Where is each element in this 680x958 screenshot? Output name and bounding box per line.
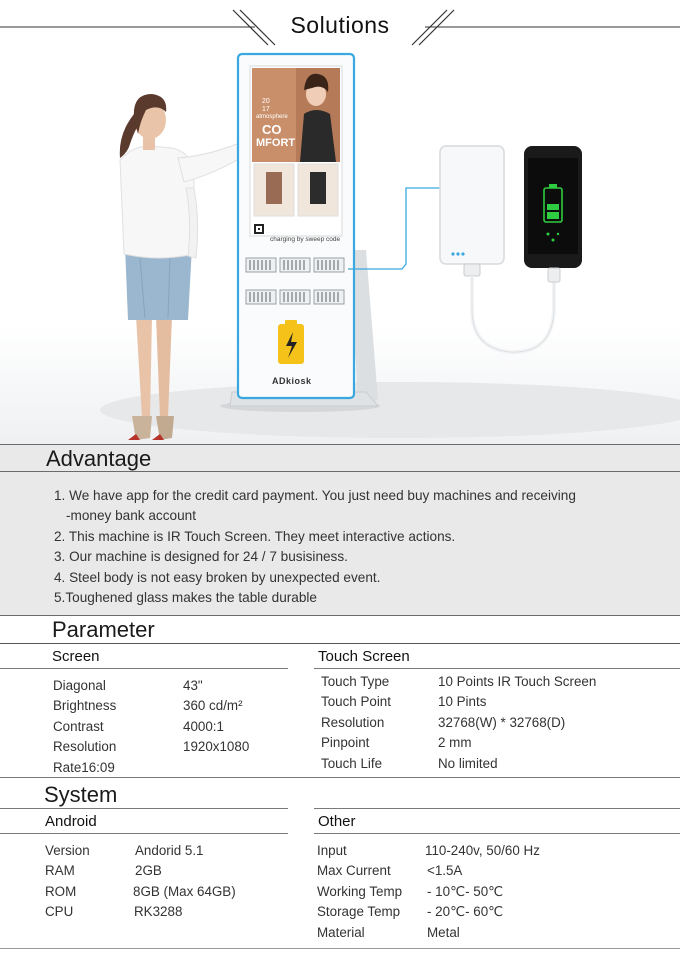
advantage-item-1: 1. We have app for the credit card payment. You just need buy machines and receiving bbox=[54, 488, 576, 503]
other-subtitle: Other bbox=[318, 813, 356, 830]
spec-key: ROM bbox=[45, 883, 77, 899]
android-spec-table bbox=[45, 843, 305, 925]
spec-key: Input bbox=[317, 843, 347, 858]
table-row bbox=[321, 735, 671, 755]
spec-value: - 20℃- 60℃ bbox=[427, 904, 504, 920]
screen-subtitle: Screen bbox=[52, 648, 100, 665]
spec-key: RAM bbox=[45, 863, 75, 879]
spec-key: Touch Point bbox=[321, 694, 391, 710]
table-row bbox=[45, 863, 305, 883]
spec-key: Diagonal bbox=[53, 678, 106, 693]
table-row bbox=[321, 715, 671, 735]
android-subtitle-rule bbox=[0, 833, 288, 834]
system-title-rule bbox=[0, 808, 288, 809]
spec-key: Material bbox=[317, 924, 365, 940]
spec-value: 110-240v, 50/60 Hz bbox=[425, 843, 540, 858]
page-header bbox=[0, 0, 680, 48]
spec-value: 1920x1080 bbox=[183, 739, 250, 755]
advantage-item-5: 5.Toughened glass makes the table durable bbox=[54, 590, 317, 606]
table-row bbox=[317, 904, 667, 924]
smartphone bbox=[524, 146, 582, 282]
advantage-item-1-cont: -money bank account bbox=[66, 508, 196, 524]
android-subtitle: Android bbox=[45, 813, 97, 830]
spec-key: Version bbox=[45, 843, 90, 858]
promo-line2: 17 bbox=[262, 106, 270, 113]
spec-key: Working Temp bbox=[317, 883, 403, 899]
page-bottom-rule bbox=[0, 948, 680, 949]
kiosk-brand-logo: ADkiosk bbox=[272, 376, 312, 386]
promo-word1: CO bbox=[262, 122, 282, 137]
parameter-title-rule bbox=[0, 643, 680, 644]
parameter-bottom-rule bbox=[0, 777, 680, 778]
hero-illustration bbox=[0, 48, 680, 444]
table-row bbox=[317, 884, 667, 904]
table-row bbox=[317, 925, 667, 945]
touch-spec-table bbox=[321, 674, 671, 776]
table-row bbox=[321, 674, 671, 694]
spec-key: Pinpoint bbox=[321, 735, 370, 751]
other-top-rule bbox=[314, 808, 680, 809]
table-row bbox=[321, 756, 671, 776]
spec-value: 360 cd/m² bbox=[183, 698, 243, 714]
spec-value: 32768(W) * 32768(D) bbox=[438, 714, 566, 730]
promo-line1: 20 bbox=[262, 98, 270, 105]
other-spec-table bbox=[317, 843, 667, 945]
spec-value: - 10℃- 50℃ bbox=[427, 883, 504, 899]
system-title: System bbox=[44, 782, 118, 807]
screen-caption: charging by sweep code bbox=[270, 236, 341, 243]
promo-word2: MFORT bbox=[256, 137, 296, 149]
table-row bbox=[317, 843, 667, 863]
screen-subtitle-rule bbox=[0, 668, 288, 669]
screen-spec-table bbox=[53, 678, 293, 780]
table-row bbox=[317, 863, 667, 883]
table-row bbox=[45, 884, 305, 904]
spec-key: Resolution bbox=[321, 714, 385, 730]
spec-key: Touch Life bbox=[321, 755, 383, 771]
spec-value: <1.5A bbox=[427, 863, 463, 879]
parameter-title: Parameter bbox=[52, 617, 155, 642]
spec-value: 10 Pints bbox=[438, 694, 487, 710]
promo-line3: atmosphere bbox=[256, 114, 288, 120]
spec-value: RK3288 bbox=[134, 904, 183, 920]
spec-key: Touch Type bbox=[321, 674, 390, 689]
spec-key: Storage Temp bbox=[317, 904, 401, 920]
table-row bbox=[53, 698, 293, 718]
advantage-list bbox=[54, 486, 654, 608]
spec-key: Brightness bbox=[53, 698, 117, 714]
spec-key: Contrast bbox=[53, 718, 104, 734]
spec-value: 2GB bbox=[135, 863, 162, 879]
advantage-item-3: 3. Our machine is designed for 24 / 7 busisiness. bbox=[54, 549, 348, 565]
spec-key: Resolution bbox=[53, 739, 117, 755]
spec-value: Metal bbox=[427, 924, 460, 940]
page-title: Solutions bbox=[290, 12, 390, 38]
other-subtitle-rule bbox=[314, 833, 680, 834]
table-row bbox=[45, 904, 305, 924]
spec-value: 4000:1 bbox=[183, 718, 224, 734]
power-bank bbox=[440, 146, 504, 276]
spec-key: CPU bbox=[45, 904, 74, 920]
advantage-item-4: 4. Steel body is not easy broken by unexpected event. bbox=[54, 569, 381, 585]
spec-value: 10 Points IR Touch Screen bbox=[438, 674, 597, 689]
touch-subtitle: Touch Screen bbox=[318, 648, 410, 665]
spec-key: Max Current bbox=[317, 863, 391, 879]
advantage-item-2: 2. This machine is IR Touch Screen. They meet interactive actions. bbox=[54, 528, 456, 544]
spec-value: No limited bbox=[438, 755, 498, 771]
kiosk-scene bbox=[0, 48, 680, 444]
spec-key: Rate16:09 bbox=[53, 759, 115, 775]
table-row bbox=[53, 719, 293, 739]
kiosk-machine bbox=[230, 54, 378, 406]
spec-value: 8GB (Max 64GB) bbox=[133, 883, 236, 899]
table-row bbox=[53, 678, 293, 698]
spec-value: 43" bbox=[183, 678, 203, 693]
spec-value: 2 mm bbox=[438, 735, 472, 751]
table-row bbox=[321, 694, 671, 714]
advantage-title: Advantage bbox=[46, 446, 152, 471]
touch-subtitle-rule bbox=[314, 668, 680, 669]
table-row bbox=[45, 843, 305, 863]
spec-value: Andorid 5.1 bbox=[135, 843, 204, 858]
table-row bbox=[53, 739, 293, 759]
